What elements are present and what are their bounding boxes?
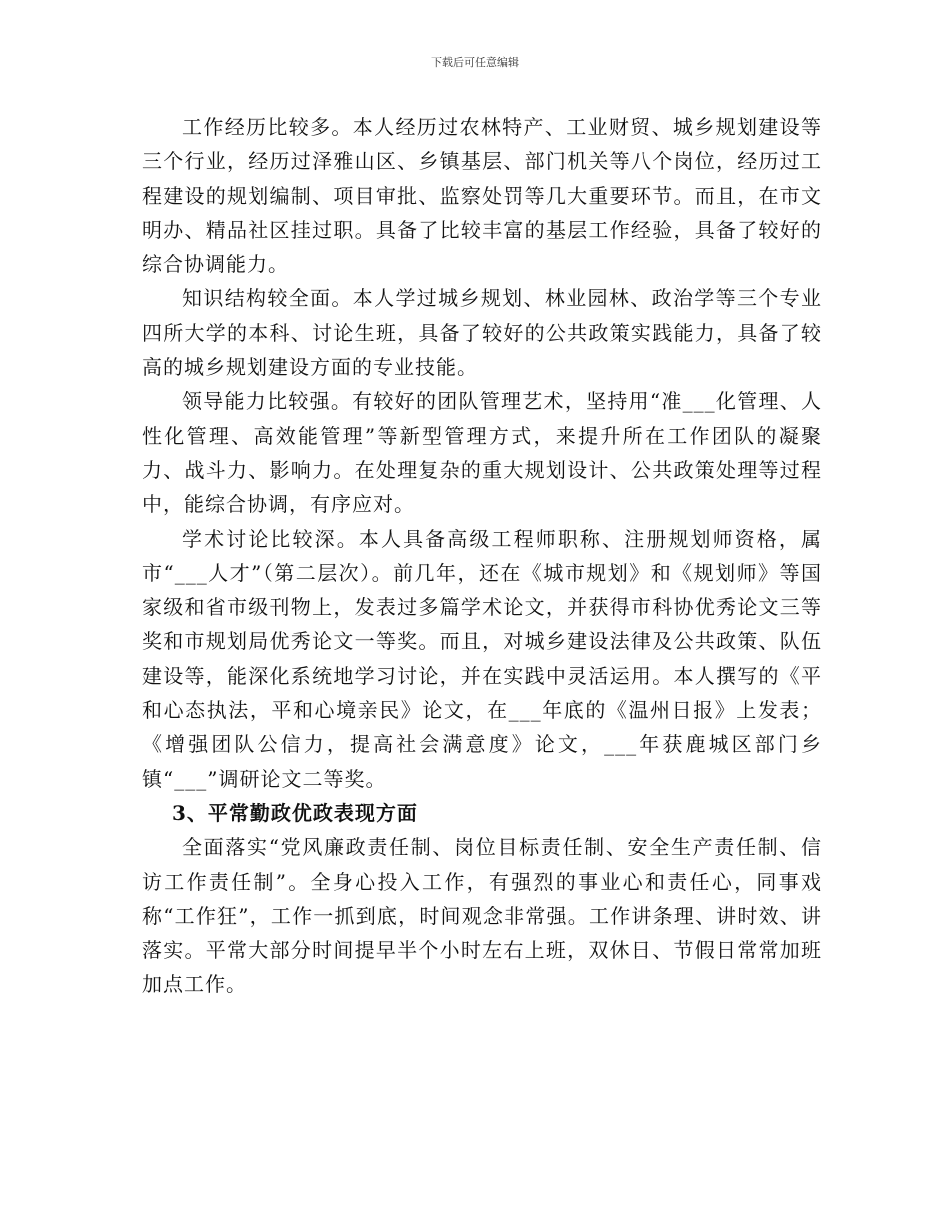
paragraph-academic-research: 学术讨论比较深。本人具备高级工程师职称、注册规划师资格，属市“___人才”（第二层次）。前几年，还在《城市规划》和《规划师》等国家级和省市级刊物上，发表过多篇学术论文，并获得市科协优秀论文三等奖和市规划局优秀论文一等奖。而且，对城乡建设法律及公共政策、队伍建设等，能深化系统地学习讨论，并在实践中灵活运用。本人撰写的《平和心态执法，平和心境亲民》论文，在___年底的《温州日报》上发表；《增强团队公信力，提高社会满意度》论文，___年获鹿城区部门乡镇“___”调研论文二等奖。 bbox=[142, 526, 822, 791]
page-header: 下载后可任意编辑 bbox=[431, 56, 519, 69]
section-heading-3: 3、平常勤政优政表现方面 bbox=[172, 800, 418, 825]
paragraph-diligence: 全面落实“党风廉政责任制、岗位目标责任制、安全生产责任制、信访工作责任制”。全身心投入工作，有强烈的事业心和责任心，同事戏称“工作狂”，工作一抓到底，时间观念非常强。工作讲条理、讲时效、讲落实。平常大部分时间提早半个小时左右上班，双休日、节假日常常加班加点工作。 bbox=[142, 835, 822, 997]
paragraph-leadership: 领导能力比较强。有较好的团队管理艺术，坚持用“准___化管理、人性化管理、高效能管理”等新型管理方式，来提升所在工作团队的凝聚力、战斗力、影响力。在处理复杂的重大规划设计、公共政策处理等过程中，能综合协调，有序应对。 bbox=[142, 389, 822, 517]
document-body bbox=[142, 110, 822, 1002]
paragraph-work-experience: 工作经历比较多。本人经历过农林特产、工业财贸、城乡规划建设等三个行业，经历过泽雅山区、乡镇基层、部门机关等八个岗位，经历过工程建设的规划编制、项目审批、监察处罚等几大重要环节。而且，在市文明办、精品社区挂过职。具备了比较丰富的基层工作经验，具备了较好的综合协调能力。 bbox=[142, 115, 822, 277]
paragraph-knowledge-structure: 知识结构较全面。本人学过城乡规划、林业园林、政治学等三个专业四所大学的本科、讨论生班，具备了较好的公共政策实践能力，具备了较高的城乡规划建设方面的专业技能。 bbox=[142, 286, 822, 380]
